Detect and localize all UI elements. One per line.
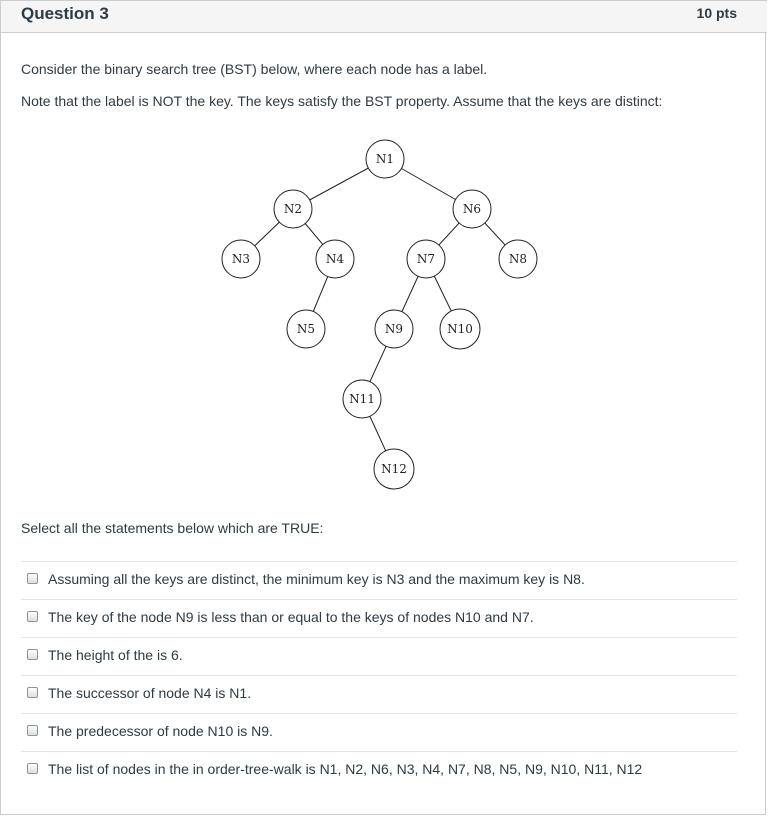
answer-option-2[interactable] <box>21 599 737 637</box>
node-label-n9: N9 <box>384 322 404 336</box>
answer-option-5[interactable] <box>21 713 737 751</box>
answer-option-6[interactable] <box>21 751 737 789</box>
node-label-n10: N10 <box>447 322 473 336</box>
answer-label[interactable]: The height of the is 6. <box>48 647 183 663</box>
node-label-n8: N8 <box>508 252 528 266</box>
answer-label[interactable]: The predecessor of node N10 is N9. <box>48 723 273 739</box>
node-label-n1: N1 <box>375 152 395 166</box>
node-label-n12: N12 <box>381 462 407 476</box>
answer-checkbox[interactable] <box>27 573 38 584</box>
question-note: Note that the label is NOT the key. The keys satisfy the BST property. Assume that the keys are distinct: <box>21 93 663 109</box>
question-points: 10 pts <box>696 5 737 21</box>
select-prompt: Select all the statements below which are TRUE: <box>21 520 324 536</box>
node-label-n5: N5 <box>296 322 316 336</box>
node-label-n4: N4 <box>325 252 345 266</box>
answer-label[interactable]: The list of nodes in the in order-tree-walk is N1, N2, N6, N3, N4, N7, N8, N5, N9, N10, N11, N12 <box>48 761 643 777</box>
answer-checkbox[interactable] <box>27 687 38 698</box>
answer-option-1[interactable] <box>21 561 737 599</box>
answer-option-4[interactable] <box>21 675 737 713</box>
node-label-n7: N7 <box>416 252 436 266</box>
answer-checkbox[interactable] <box>27 649 38 660</box>
answer-label[interactable]: The successor of node N4 is N1. <box>48 685 252 701</box>
node-label-n11: N11 <box>349 392 375 406</box>
answer-checkbox[interactable] <box>27 725 38 736</box>
answer-list <box>21 561 737 789</box>
answer-label[interactable]: Assuming all the keys are distinct, the minimum key is N3 and the maximum key is N8. <box>48 571 585 587</box>
answer-checkbox[interactable] <box>27 611 38 622</box>
answer-label[interactable]: The key of the node N9 is less than or equal to the keys of nodes N10 and N7. <box>48 609 534 625</box>
node-label-n6: N6 <box>462 202 482 216</box>
question-title: Question 3 <box>21 4 109 23</box>
answer-option-3[interactable] <box>21 637 737 675</box>
question-prompt: Consider the binary search tree (BST) below, where each node has a label. <box>21 61 488 77</box>
node-label-n3: N3 <box>231 252 251 266</box>
node-label-n2: N2 <box>283 202 303 216</box>
bst-diagram <box>1 0 767 500</box>
answer-checkbox[interactable] <box>27 763 38 774</box>
